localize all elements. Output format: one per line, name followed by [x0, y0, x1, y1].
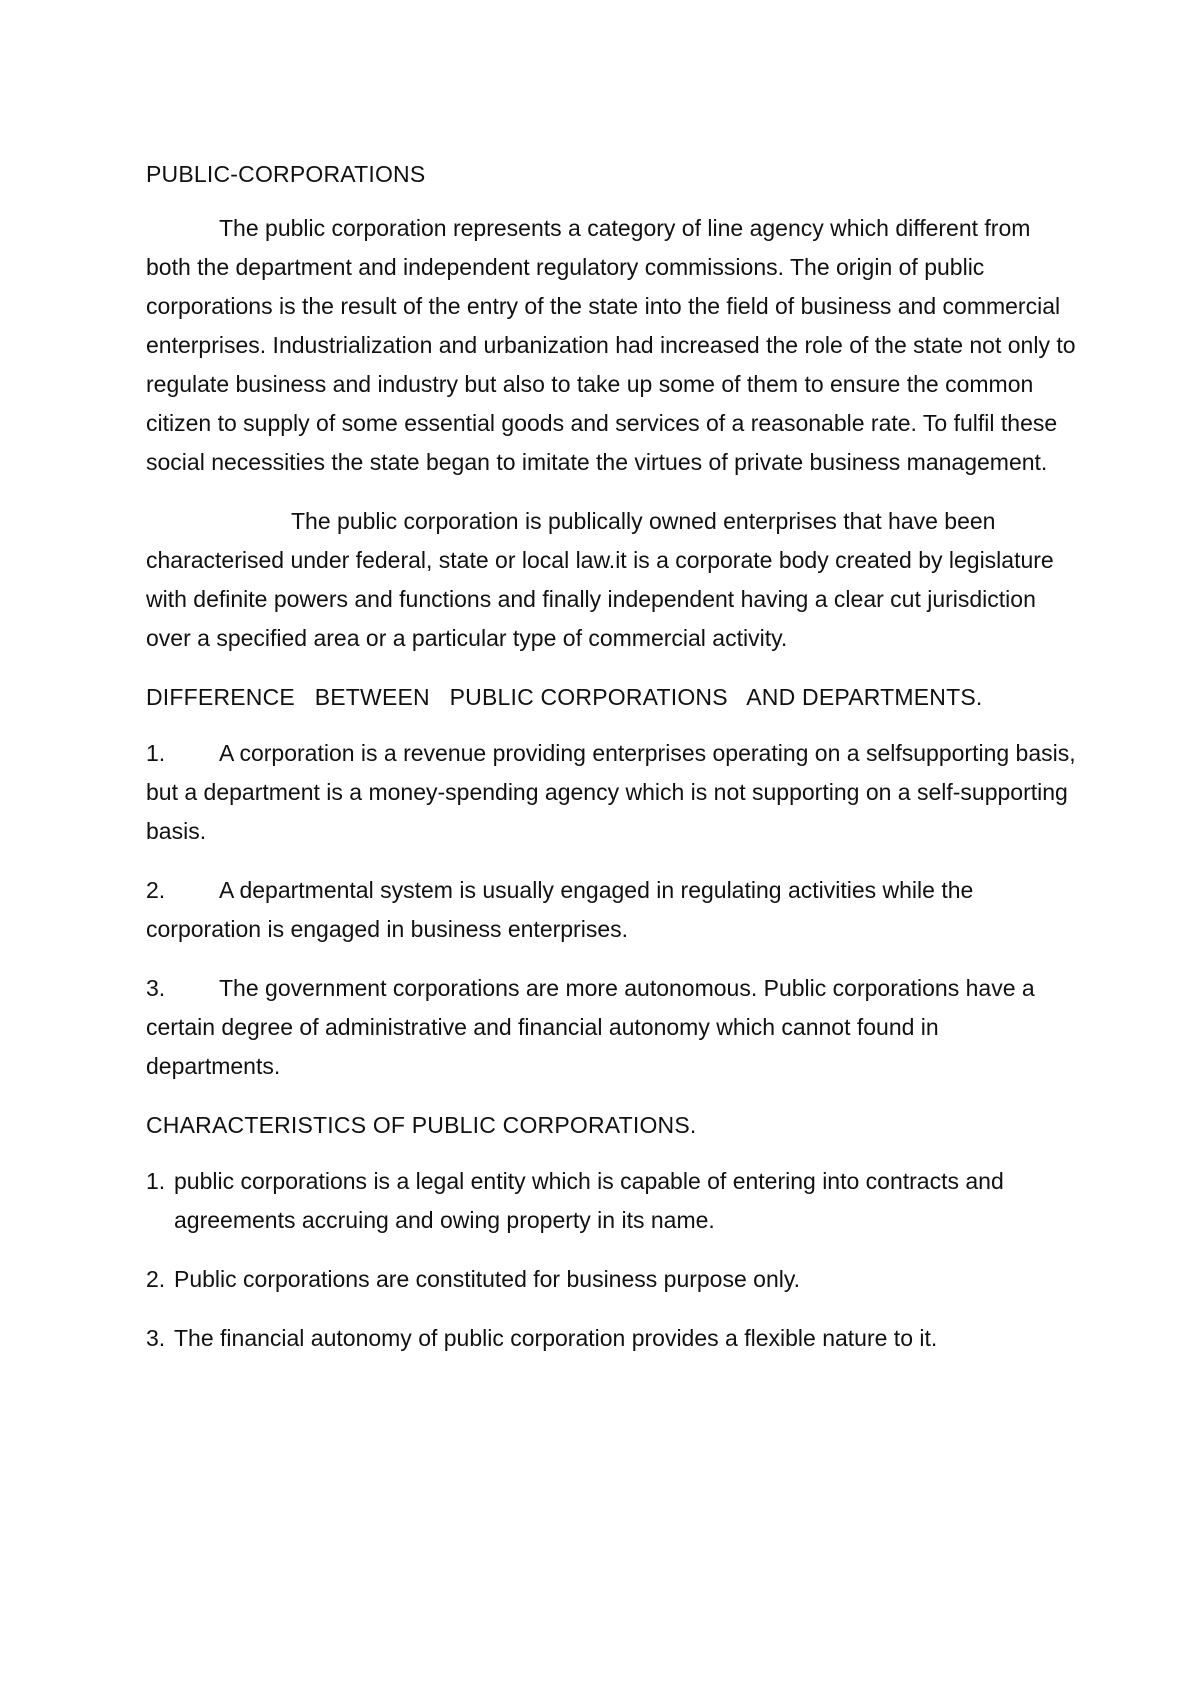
definition-paragraph: The public corporation is publically owned enterprises that have been characterised under federal, state or local law.it is a corporate body created by legislature with definite powers and functions and finally independent having a clear cut jurisdiction over a specified area or a particular type of commercial activity.: [146, 508, 1054, 651]
characteristic-number: 2.: [146, 1266, 166, 1292]
difference-item-1: [146, 734, 1076, 851]
difference-text: A corporation is a revenue providing enterprises operating on a selfsupporting basis, but a department is a money-spending agency which is not supporting on a self-supporting basis.: [146, 740, 1076, 844]
characteristic-item-3: [146, 1319, 1076, 1358]
characteristic-number: 1.: [146, 1168, 166, 1194]
difference-text: A departmental system is usually engaged in regulating activities while the corporation is engaged in business enterprises.: [146, 877, 974, 942]
document-title: PUBLIC-CORPORATIONS: [146, 161, 426, 187]
characteristic-item-2: [146, 1260, 1076, 1299]
characteristic-text: The financial autonomy of public corporation provides a flexible nature to it.: [174, 1325, 938, 1351]
characteristic-item-1: [146, 1162, 1076, 1240]
difference-number: 2.: [146, 877, 166, 903]
document-page: [146, 155, 1076, 1378]
characteristics-heading: CHARACTERISTICS OF PUBLIC CORPORATIONS.: [146, 1112, 697, 1138]
characteristic-number: 3.: [146, 1325, 166, 1351]
difference-item-3: [146, 969, 1076, 1086]
difference-heading: DIFFERENCE BETWEEN PUBLIC CORPORATIONS AND DEPARTMENTS.: [146, 684, 983, 710]
difference-item-2: [146, 871, 1076, 949]
characteristic-text: public corporations is a legal entity which is capable of entering into contracts and agreements accruing and owing property in its name.: [174, 1168, 1004, 1233]
difference-text: The government corporations are more autonomous. Public corporations have a certain degree of administrative and financial autonomy which cannot found in departments.: [146, 975, 1035, 1079]
characteristic-text: Public corporations are constituted for business purpose only.: [174, 1266, 801, 1292]
intro-paragraph: The public corporation represents a category of line agency which different from both the department and independent regulatory commissions. The origin of public corporations is the result of the entry of the state into the field of business and commercial enterprises. Industrialization and urbanization had increased the role of the state not only to regulate business and industry but also to take up some of them to ensure the common citizen to supply of some essential goods and services of a reasonable rate. To fulfil these social necessities the state began to imitate the virtues of private business management.: [146, 215, 1076, 475]
difference-number: 1.: [146, 740, 166, 766]
difference-number: 3.: [146, 975, 166, 1001]
